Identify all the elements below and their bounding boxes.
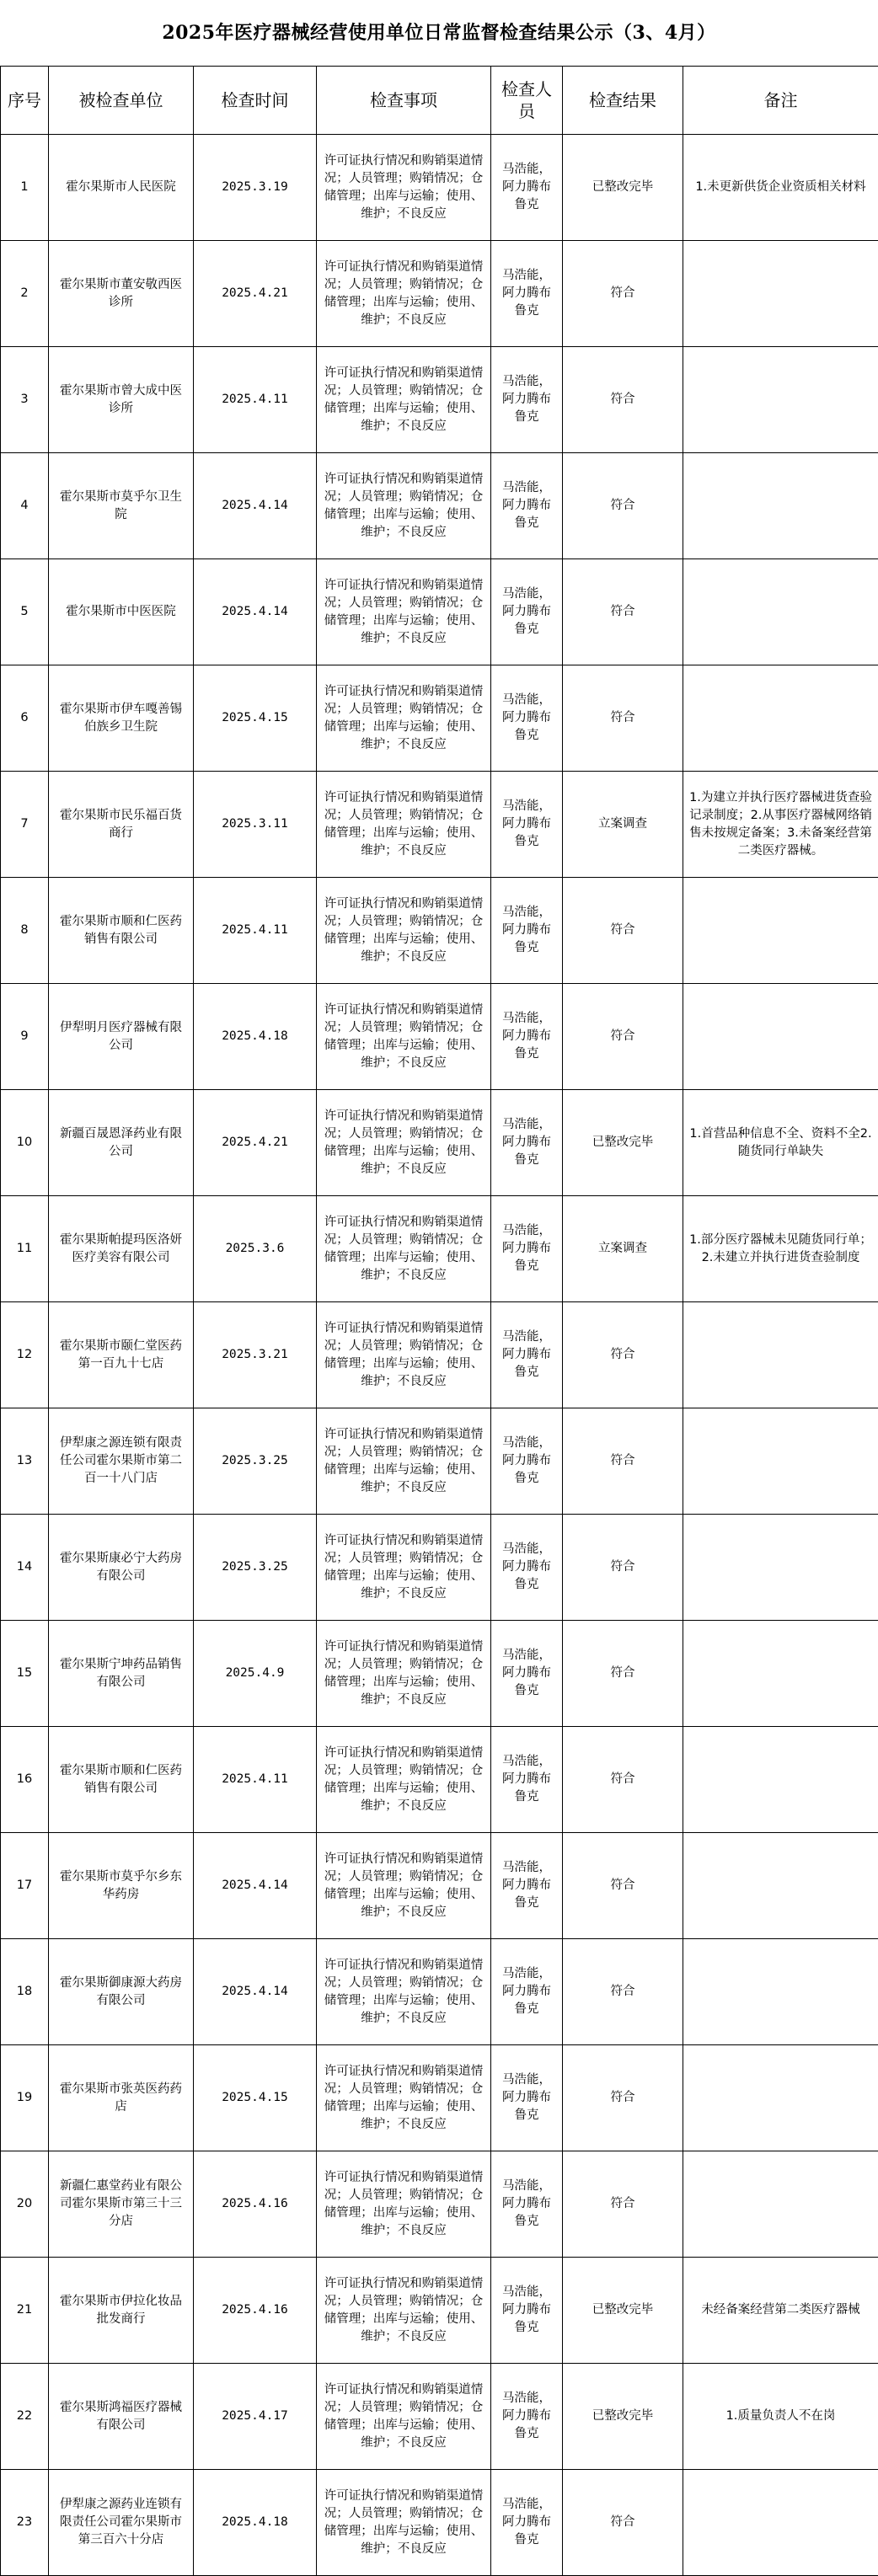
cell-remark — [683, 1939, 878, 2045]
table-row — [1, 1302, 878, 1408]
table-row — [1, 1515, 878, 1621]
cell-inspectors: 马浩能，阿力腾布鲁克 — [491, 1196, 563, 1302]
cell-inspectors: 马浩能，阿力腾布鲁克 — [491, 984, 563, 1090]
cell-inspectors: 马浩能，阿力腾布鲁克 — [491, 347, 563, 453]
cell-remark — [683, 1621, 878, 1727]
cell-seq: 6 — [1, 665, 49, 772]
cell-unit: 新疆百晟恩泽药业有限公司 — [49, 1090, 194, 1196]
cell-remark — [683, 453, 878, 559]
cell-inspectors: 马浩能，阿力腾布鲁克 — [491, 2470, 563, 2576]
cell-unit: 伊犁康之源药业连锁有限责任公司霍尔果斯市第三百六十分店 — [49, 2470, 194, 2576]
cell-result: 符合 — [563, 1302, 683, 1408]
table-body — [1, 135, 878, 2576]
table-row — [1, 1939, 878, 2045]
cell-remark: 1.部分医疗器械未见随货同行单；2.未建立并执行进货查验制度 — [683, 1196, 878, 1302]
cell-seq: 18 — [1, 1939, 49, 2045]
cell-items: 许可证执行情况和购销渠道情况；人员管理；购销情况；仓储管理；出库与运输；使用、维护；不良反应 — [317, 2470, 491, 2576]
cell-unit: 霍尔果斯市颐仁堂医药第一百九十七店 — [49, 1302, 194, 1408]
cell-items: 许可证执行情况和购销渠道情况；人员管理；购销情况；仓储管理；出库与运输；使用、维护；不良反应 — [317, 1408, 491, 1515]
cell-result: 符合 — [563, 1621, 683, 1727]
cell-unit: 霍尔果斯市民乐福百货商行 — [49, 772, 194, 878]
cell-seq: 11 — [1, 1196, 49, 1302]
cell-inspectors: 马浩能，阿力腾布鲁克 — [491, 1621, 563, 1727]
cell-seq: 10 — [1, 1090, 49, 1196]
cell-unit: 霍尔果斯鸿福医疗器械有限公司 — [49, 2364, 194, 2470]
cell-date: 2025.3.11 — [194, 772, 317, 878]
cell-result: 符合 — [563, 665, 683, 772]
cell-result: 符合 — [563, 2470, 683, 2576]
cell-remark — [683, 559, 878, 665]
cell-items: 许可证执行情况和购销渠道情况；人员管理；购销情况；仓储管理；出库与运输；使用、维护；不良反应 — [317, 135, 491, 241]
cell-items: 许可证执行情况和购销渠道情况；人员管理；购销情况；仓储管理；出库与运输；使用、维护；不良反应 — [317, 665, 491, 772]
cell-remark — [683, 1727, 878, 1833]
cell-items: 许可证执行情况和购销渠道情况；人员管理；购销情况；仓储管理；出库与运输；使用、维护；不良反应 — [317, 1939, 491, 2045]
cell-result: 已整改完毕 — [563, 2364, 683, 2470]
cell-remark: 1.未更新供货企业资质相关材料 — [683, 135, 878, 241]
cell-date: 2025.3.25 — [194, 1408, 317, 1515]
cell-items: 许可证执行情况和购销渠道情况；人员管理；购销情况；仓储管理；出库与运输；使用、维护；不良反应 — [317, 1621, 491, 1727]
table-row — [1, 878, 878, 984]
cell-inspectors: 马浩能，阿力腾布鲁克 — [491, 2364, 563, 2470]
cell-remark: 未经备案经营第二类医疗器械 — [683, 2258, 878, 2364]
header-result: 检查结果 — [563, 67, 683, 135]
cell-unit: 霍尔果斯市张英医药药店 — [49, 2045, 194, 2151]
cell-date: 2025.4.14 — [194, 559, 317, 665]
cell-inspectors: 马浩能，阿力腾布鲁克 — [491, 453, 563, 559]
cell-result: 符合 — [563, 2151, 683, 2258]
cell-remark — [683, 2045, 878, 2151]
cell-items: 许可证执行情况和购销渠道情况；人员管理；购销情况；仓储管理；出库与运输；使用、维护；不良反应 — [317, 1833, 491, 1939]
cell-items: 许可证执行情况和购销渠道情况；人员管理；购销情况；仓储管理；出库与运输；使用、维护；不良反应 — [317, 2258, 491, 2364]
cell-remark: 1.首营品种信息不全、资料不全2.随货同行单缺失 — [683, 1090, 878, 1196]
cell-inspectors: 马浩能，阿力腾布鲁克 — [491, 1939, 563, 2045]
cell-unit: 霍尔果斯市中医医院 — [49, 559, 194, 665]
cell-inspectors: 马浩能，阿力腾布鲁克 — [491, 1727, 563, 1833]
cell-date: 2025.4.17 — [194, 2364, 317, 2470]
cell-seq: 23 — [1, 2470, 49, 2576]
cell-items: 许可证执行情况和购销渠道情况；人员管理；购销情况；仓储管理；出库与运输；使用、维护；不良反应 — [317, 1196, 491, 1302]
cell-remark — [683, 878, 878, 984]
cell-remark — [683, 1302, 878, 1408]
cell-items: 许可证执行情况和购销渠道情况；人员管理；购销情况；仓储管理；出库与运输；使用、维护；不良反应 — [317, 453, 491, 559]
cell-unit: 霍尔果斯帕提玛医洛妍医疗美容有限公司 — [49, 1196, 194, 1302]
cell-date: 2025.3.19 — [194, 135, 317, 241]
cell-date: 2025.4.11 — [194, 878, 317, 984]
cell-remark — [683, 665, 878, 772]
cell-result: 符合 — [563, 878, 683, 984]
table-row — [1, 1833, 878, 1939]
cell-date: 2025.4.21 — [194, 1090, 317, 1196]
cell-items: 许可证执行情况和购销渠道情况；人员管理；购销情况；仓储管理；出库与运输；使用、维护；不良反应 — [317, 1515, 491, 1621]
table-row — [1, 2045, 878, 2151]
table-row — [1, 665, 878, 772]
cell-date: 2025.4.14 — [194, 1939, 317, 2045]
cell-remark — [683, 1408, 878, 1515]
page-title: 2025年医疗器械经营使用单位日常监督检查结果公示（3、4月） — [0, 0, 878, 66]
cell-seq: 8 — [1, 878, 49, 984]
cell-items: 许可证执行情况和购销渠道情况；人员管理；购销情况；仓储管理；出库与运输；使用、维护；不良反应 — [317, 984, 491, 1090]
table-row — [1, 241, 878, 347]
cell-unit: 霍尔果斯市伊拉化妆品批发商行 — [49, 2258, 194, 2364]
cell-items: 许可证执行情况和购销渠道情况；人员管理；购销情况；仓储管理；出库与运输；使用、维护；不良反应 — [317, 2045, 491, 2151]
cell-date: 2025.3.25 — [194, 1515, 317, 1621]
cell-items: 许可证执行情况和购销渠道情况；人员管理；购销情况；仓储管理；出库与运输；使用、维护；不良反应 — [317, 2151, 491, 2258]
cell-date: 2025.4.16 — [194, 2258, 317, 2364]
cell-seq: 2 — [1, 241, 49, 347]
table-row — [1, 559, 878, 665]
cell-unit: 伊犁康之源连锁有限责任公司霍尔果斯市第二百一十八门店 — [49, 1408, 194, 1515]
cell-inspectors: 马浩能，阿力腾布鲁克 — [491, 1515, 563, 1621]
cell-items: 许可证执行情况和购销渠道情况；人员管理；购销情况；仓储管理；出库与运输；使用、维护；不良反应 — [317, 1090, 491, 1196]
header-unit: 被检查单位 — [49, 67, 194, 135]
cell-seq: 17 — [1, 1833, 49, 1939]
cell-unit: 霍尔果斯市人民医院 — [49, 135, 194, 241]
cell-unit: 霍尔果斯市莫乎尔卫生院 — [49, 453, 194, 559]
cell-date: 2025.4.11 — [194, 347, 317, 453]
cell-result: 符合 — [563, 559, 683, 665]
cell-result: 符合 — [563, 1833, 683, 1939]
cell-seq: 1 — [1, 135, 49, 241]
cell-result: 符合 — [563, 2045, 683, 2151]
cell-seq: 22 — [1, 2364, 49, 2470]
cell-remark: 1.为建立并执行医疗器械进货查验记录制度；2.从事医疗器械网络销售未按规定备案；3.未备案经营第二类医疗器械。 — [683, 772, 878, 878]
cell-date: 2025.4.18 — [194, 2470, 317, 2576]
cell-items: 许可证执行情况和购销渠道情况；人员管理；购销情况；仓储管理；出库与运输；使用、维护；不良反应 — [317, 878, 491, 984]
cell-result: 符合 — [563, 347, 683, 453]
cell-inspectors: 马浩能，阿力腾布鲁克 — [491, 2151, 563, 2258]
cell-unit: 霍尔果斯康必宁大药房有限公司 — [49, 1515, 194, 1621]
cell-remark — [683, 1833, 878, 1939]
cell-inspectors: 马浩能，阿力腾布鲁克 — [491, 665, 563, 772]
cell-inspectors: 马浩能，阿力腾布鲁克 — [491, 135, 563, 241]
cell-seq: 3 — [1, 347, 49, 453]
table-row — [1, 984, 878, 1090]
cell-inspectors: 马浩能，阿力腾布鲁克 — [491, 2045, 563, 2151]
cell-seq: 5 — [1, 559, 49, 665]
cell-unit: 霍尔果斯市顺和仁医药销售有限公司 — [49, 878, 194, 984]
cell-inspectors: 马浩能，阿力腾布鲁克 — [491, 559, 563, 665]
cell-remark: 1.质量负责人不在岗 — [683, 2364, 878, 2470]
cell-seq: 7 — [1, 772, 49, 878]
header-items: 检查事项 — [317, 67, 491, 135]
cell-unit: 伊犁明月医疗器械有限公司 — [49, 984, 194, 1090]
cell-date: 2025.3.6 — [194, 1196, 317, 1302]
cell-date: 2025.4.15 — [194, 665, 317, 772]
table-row — [1, 2470, 878, 2576]
cell-seq: 9 — [1, 984, 49, 1090]
cell-inspectors: 马浩能，阿力腾布鲁克 — [491, 1090, 563, 1196]
cell-result: 立案调查 — [563, 1196, 683, 1302]
cell-unit: 霍尔果斯市董安敬西医诊所 — [49, 241, 194, 347]
cell-result: 符合 — [563, 453, 683, 559]
table-row — [1, 135, 878, 241]
cell-inspectors: 马浩能，阿力腾布鲁克 — [491, 241, 563, 347]
cell-result: 符合 — [563, 1727, 683, 1833]
cell-date: 2025.4.14 — [194, 453, 317, 559]
cell-items: 许可证执行情况和购销渠道情况；人员管理；购销情况；仓储管理；出库与运输；使用、维护；不良反应 — [317, 2364, 491, 2470]
table-row — [1, 1621, 878, 1727]
cell-date: 2025.4.9 — [194, 1621, 317, 1727]
table-row — [1, 772, 878, 878]
cell-date: 2025.4.21 — [194, 241, 317, 347]
cell-unit: 霍尔果斯市伊车嘎善锡伯族乡卫生院 — [49, 665, 194, 772]
cell-result: 已整改完毕 — [563, 135, 683, 241]
cell-inspectors: 马浩能，阿力腾布鲁克 — [491, 1302, 563, 1408]
cell-date: 2025.4.14 — [194, 1833, 317, 1939]
cell-result: 已整改完毕 — [563, 2258, 683, 2364]
cell-result: 立案调查 — [563, 772, 683, 878]
cell-inspectors: 马浩能，阿力腾布鲁克 — [491, 878, 563, 984]
cell-result: 符合 — [563, 1515, 683, 1621]
cell-items: 许可证执行情况和购销渠道情况；人员管理；购销情况；仓储管理；出库与运输；使用、维护；不良反应 — [317, 772, 491, 878]
cell-seq: 21 — [1, 2258, 49, 2364]
header-inspectors: 检查人员 — [491, 67, 563, 135]
cell-date: 2025.4.15 — [194, 2045, 317, 2151]
table-row — [1, 2258, 878, 2364]
cell-date: 2025.4.11 — [194, 1727, 317, 1833]
table-row — [1, 1408, 878, 1515]
table-row — [1, 1196, 878, 1302]
cell-remark — [683, 1515, 878, 1621]
cell-seq: 12 — [1, 1302, 49, 1408]
table-row — [1, 1727, 878, 1833]
cell-seq: 20 — [1, 2151, 49, 2258]
table-row — [1, 2151, 878, 2258]
cell-items: 许可证执行情况和购销渠道情况；人员管理；购销情况；仓储管理；出库与运输；使用、维护；不良反应 — [317, 1727, 491, 1833]
table-row — [1, 1090, 878, 1196]
inspection-results-table — [0, 66, 878, 2576]
cell-remark — [683, 347, 878, 453]
cell-date: 2025.3.21 — [194, 1302, 317, 1408]
cell-seq: 16 — [1, 1727, 49, 1833]
cell-unit: 霍尔果斯市莫乎尔乡东华药房 — [49, 1833, 194, 1939]
cell-seq: 13 — [1, 1408, 49, 1515]
header-remark: 备注 — [683, 67, 878, 135]
cell-seq: 19 — [1, 2045, 49, 2151]
cell-items: 许可证执行情况和购销渠道情况；人员管理；购销情况；仓储管理；出库与运输；使用、维护；不良反应 — [317, 241, 491, 347]
table-header-row — [1, 67, 878, 135]
cell-inspectors: 马浩能，阿力腾布鲁克 — [491, 1833, 563, 1939]
cell-result: 符合 — [563, 1408, 683, 1515]
cell-inspectors: 马浩能，阿力腾布鲁克 — [491, 1408, 563, 1515]
cell-result: 符合 — [563, 984, 683, 1090]
cell-date: 2025.4.18 — [194, 984, 317, 1090]
cell-remark — [683, 2151, 878, 2258]
cell-date: 2025.4.16 — [194, 2151, 317, 2258]
cell-remark — [683, 984, 878, 1090]
cell-items: 许可证执行情况和购销渠道情况；人员管理；购销情况；仓储管理；出库与运输；使用、维护；不良反应 — [317, 1302, 491, 1408]
cell-seq: 14 — [1, 1515, 49, 1621]
cell-inspectors: 马浩能，阿力腾布鲁克 — [491, 772, 563, 878]
table-row — [1, 453, 878, 559]
header-seq: 序号 — [1, 67, 49, 135]
cell-result: 符合 — [563, 1939, 683, 2045]
cell-result: 符合 — [563, 241, 683, 347]
cell-items: 许可证执行情况和购销渠道情况；人员管理；购销情况；仓储管理；出库与运输；使用、维护；不良反应 — [317, 559, 491, 665]
cell-seq: 15 — [1, 1621, 49, 1727]
cell-unit: 霍尔果斯市顺和仁医药销售有限公司 — [49, 1727, 194, 1833]
table-row — [1, 2364, 878, 2470]
cell-inspectors: 马浩能，阿力腾布鲁克 — [491, 2258, 563, 2364]
cell-seq: 4 — [1, 453, 49, 559]
cell-items: 许可证执行情况和购销渠道情况；人员管理；购销情况；仓储管理；出库与运输；使用、维护；不良反应 — [317, 347, 491, 453]
cell-remark — [683, 241, 878, 347]
cell-unit: 新疆仁惠堂药业有限公司霍尔果斯市第三十三分店 — [49, 2151, 194, 2258]
cell-unit: 霍尔果斯市曾大成中医诊所 — [49, 347, 194, 453]
table-row — [1, 347, 878, 453]
header-date: 检查时间 — [194, 67, 317, 135]
cell-unit: 霍尔果斯宁坤药品销售有限公司 — [49, 1621, 194, 1727]
cell-result: 已整改完毕 — [563, 1090, 683, 1196]
cell-unit: 霍尔果斯御康源大药房有限公司 — [49, 1939, 194, 2045]
cell-remark — [683, 2470, 878, 2576]
